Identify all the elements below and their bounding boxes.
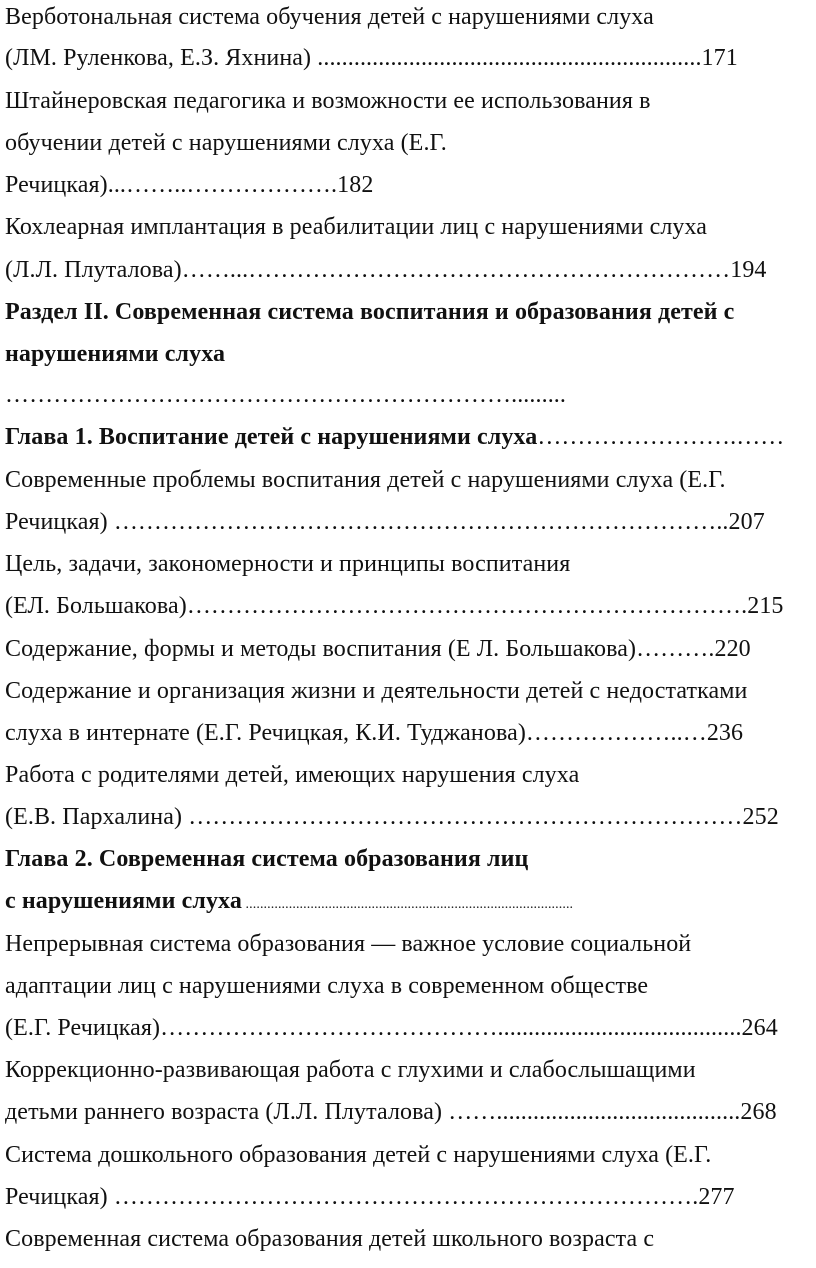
toc-line: Содержание и организация жизни и деятельности детей с недостатками xyxy=(5,678,748,704)
toc-line: Работа с родителями детей, имеющих нарушения слуха xyxy=(5,762,580,788)
toc-line: Современные проблемы воспитания детей с нарушениями слуха (Е.Г. xyxy=(5,467,726,493)
chapter-heading: Глава 2. Современная система образования лиц xyxy=(5,846,529,872)
toc-line: Цель, задачи, закономерности и принципы воспитания xyxy=(5,551,571,577)
toc-line: обучении детей с нарушениями слуха (Е.Г. xyxy=(5,130,447,156)
chapter-heading: с нарушениями слуха xyxy=(5,888,242,914)
section-heading: Раздел II. Современная система воспитания и образования детей с xyxy=(5,299,735,325)
toc-leader-dots: ………………………………………………………......... xyxy=(5,382,566,408)
toc-line: Штайнеровская педагогика и возможности ее использования в xyxy=(5,88,651,114)
chapter-heading-line xyxy=(5,886,573,920)
chapter-heading-line xyxy=(5,422,784,452)
toc-line: детьми раннего возраста (Л.Л. Плуталова) ……........................................268 xyxy=(5,1099,777,1125)
toc-line: Современная система образования детей школьного возраста с xyxy=(5,1226,655,1252)
toc-line: слуха в интернате (Е.Г. Речицкая, К.И. Туджанова)………………..…236 xyxy=(5,720,744,746)
section-heading: нарушениями слуха xyxy=(5,341,226,367)
toc-leader-dots: ........................................................................................... xyxy=(241,897,574,912)
toc-line: Верботональная система обучения детей с нарушениями слуха xyxy=(5,4,654,30)
toc-line: (Е.В. Пархалина) ……………………………………………………………252 xyxy=(5,804,779,830)
toc-line: Коррекционно-развивающая работа с глухими и слабослышащими xyxy=(5,1057,696,1083)
toc-line: адаптации лиц с нарушениями слуха в современном обществе xyxy=(5,973,649,999)
chapter-heading: Глава 1. Воспитание детей с нарушениями слуха xyxy=(5,424,538,450)
toc-line: Речицкая) ……………………………………………………………….277 xyxy=(5,1184,735,1210)
toc-line: (ЕЛ. Большакова)…………………………………………………………….215 xyxy=(5,593,784,619)
toc-line: Речицкая) …………………………………………………………………..207 xyxy=(5,509,765,535)
toc-line: (Л.Л. Плуталова)……...……………………………………………………194 xyxy=(5,257,767,283)
toc-line: Непрерывная система образования — важное условие социальной xyxy=(5,931,692,957)
toc-line: Речицкая)...……..……………….182 xyxy=(5,172,374,198)
toc-line: (ЛМ. Руленкова, Е.З. Яхнина) ...............................................................171 xyxy=(5,45,738,71)
toc-line: (Е.Г. Речицкая)……………………………………........................................264 xyxy=(5,1015,778,1041)
toc-line: Кохлеарная имплантация в реабилитации лиц с нарушениями слуха xyxy=(5,214,708,240)
toc-line: Содержание, формы и методы воспитания (Е Л. Большакова)……….220 xyxy=(5,636,751,662)
toc-line: Система дошкольного образования детей с нарушениями слуха (Е.Г. xyxy=(5,1142,712,1168)
toc-leader-dots: …………………….…… xyxy=(537,424,785,450)
